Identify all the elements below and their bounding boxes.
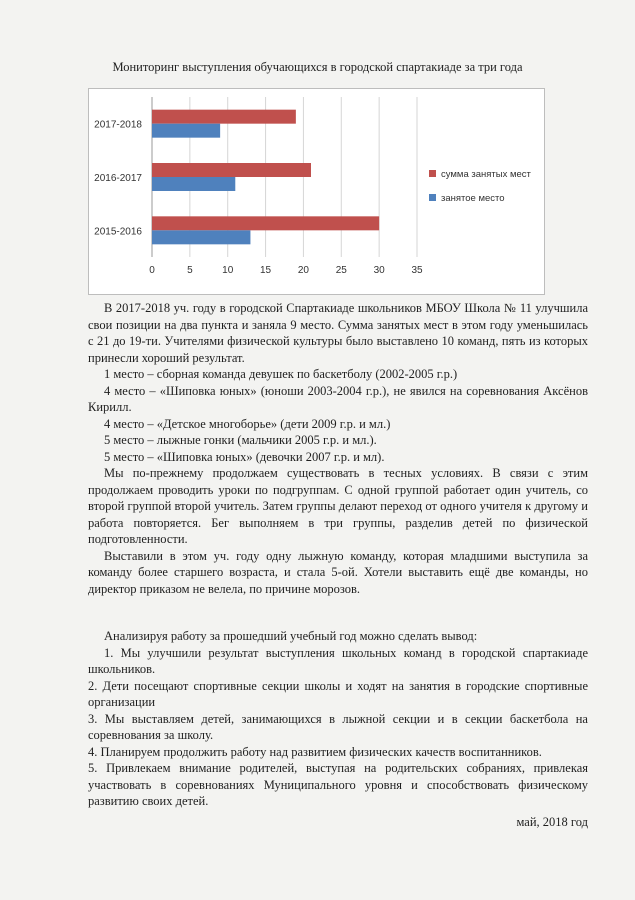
conclusion-item: 2. Дети посещают спортивные секции школы и ходят на занятия в городские спортивные организации: [88, 678, 588, 709]
bar-sum-places: [152, 110, 296, 124]
legend-label: сумма занятых мест: [441, 169, 531, 180]
x-tick-label: 0: [149, 265, 155, 276]
paragraph: 4 место – «Шиповка юных» (юноши 2003-2004 г.р.), не явился на соревнования Аксёнов Кирилл.: [88, 383, 588, 414]
x-tick-label: 35: [411, 265, 423, 276]
paragraph: 4 место – «Детское многоборье» (дети 2009 г.р. и мл.): [104, 416, 391, 431]
bar-place-taken: [152, 230, 250, 244]
x-tick-label: 15: [260, 265, 272, 276]
x-tick-label: 5: [187, 265, 193, 276]
legend-swatch: [429, 170, 436, 177]
page-title: Мониторинг выступления обучающихся в городской спартакиаде за три года: [112, 60, 523, 74]
signature-date: май, 2018 год: [516, 815, 588, 829]
bar-sum-places: [152, 163, 311, 177]
x-tick-label: 10: [222, 265, 234, 276]
paragraph: 5 место – «Шиповка юных» (девочки 2007 г.р. и мл).: [104, 449, 385, 464]
category-label: 2016-2017: [94, 173, 142, 184]
category-label: 2015-2016: [94, 226, 142, 238]
bar-place-taken: [152, 177, 235, 191]
conclusion-item: 1. Мы улучшили результат выступления школьных команд в городской спартакиаде школьников.: [88, 645, 588, 676]
paragraph: Мы по-прежнему продолжаем существовать в тесных условиях. В связи с этим продолжаем проводить уроки по подгруппам. С одной группой работает один учитель, со второй группой второй учитель. Затем группы делают переход от одного учителя к другому и работа повторяется. Бег выполняем в три группы, разделив детей по физической подготовленности.: [88, 466, 588, 546]
paragraph: Выставили в этом уч. году одну лыжную команду, которая младшими выступила за команду более старшего возраста, и стала 5-ой. Хотели выставить ещё две команды, но директор приказом не велела, по причине морозов.: [88, 548, 588, 596]
legend-label: занятое место: [441, 193, 505, 204]
bar-sum-places: [152, 216, 379, 230]
x-tick-label: 30: [373, 265, 385, 276]
report-text: [88, 300, 588, 597]
chart-canvas: [89, 89, 544, 294]
paragraph: В 2017-2018 уч. году в городской Спартакиаде школьников МБОУ Школа № 11 улучшила свои позиции на два пункта и заняла 9 место. Сумма занятых мест в этом году уменьшилась с 21 до 19-ти. Учителями физической культуры было выставлено 10 команд, пять из которых принесли хороший результат.: [88, 301, 588, 365]
category-label: 2017-2018: [94, 119, 142, 131]
bar-place-taken: [152, 124, 220, 138]
bar-chart: [88, 88, 545, 295]
paragraph: 5 место – лыжные гонки (мальчики 2005 г.р. и мл.).: [104, 433, 377, 447]
conclusion-item: 4. Планируем продолжить работу над развитием физических качеств воспитанников.: [88, 744, 542, 759]
conclusion-item: 3. Мы выставляем детей, занимающихся в лыжной секции и в секции баскетбола на соревнования за школу.: [88, 711, 588, 742]
x-tick-label: 25: [335, 265, 347, 276]
legend-swatch: [429, 194, 436, 201]
conclusion-item: 5. Привлекаем внимание родителей, выступая на родительских собраниях, привлекая участвовать в соревнованиях Муниципального уровня и способствовать физическому развитию своих детей.: [88, 761, 588, 808]
conclusions: [88, 628, 588, 810]
x-tick-label: 20: [297, 265, 309, 276]
paragraph: 1 место – сборная команда девушек по баскетболу (2002-2005 г.р.): [104, 367, 458, 381]
conclusion-intro: Анализируя работу за прошедший учебный год можно сделать вывод:: [104, 629, 478, 643]
